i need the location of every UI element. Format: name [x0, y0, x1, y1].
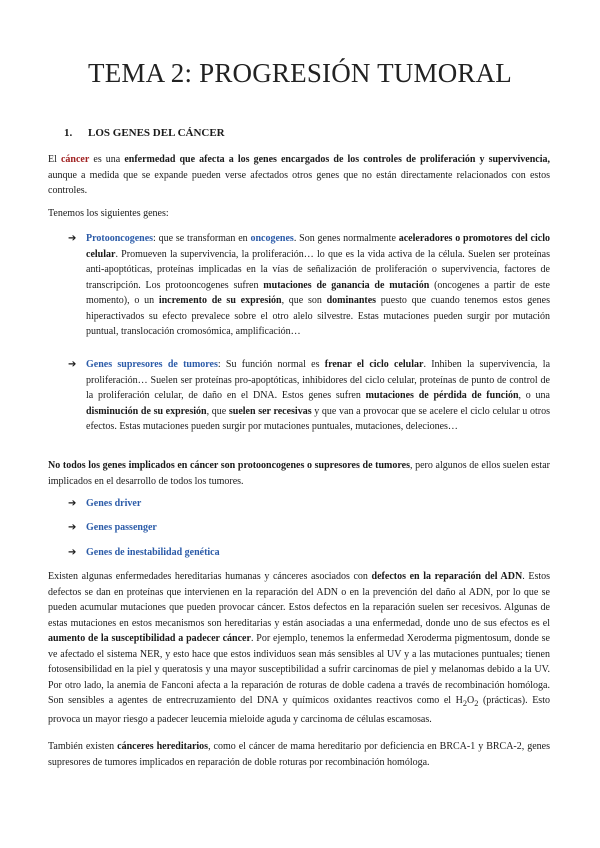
bold-run: incremento de su expresión [158, 295, 282, 306]
term-cancer: cáncer [60, 154, 90, 165]
gene-type-passenger [68, 520, 550, 536]
text-run: O [466, 695, 475, 706]
list-item-protooncogenes [68, 231, 550, 340]
text-run: puesto que cuando tenemos estos genes hiperactivados su efecto prevalece sobre el otro alelo silvestre. Estas mutaciones pueden surgir por mutación puntual, translocación cromosómica, amplificación… [86, 295, 550, 337]
text-run: , pero algunos de ellos suelen estar implicados en el desarrollo de todos los tumores. [48, 460, 550, 487]
subscript: 2 [462, 699, 467, 708]
term-protooncogenes: Protooncogenes [86, 233, 154, 244]
text-run: , o una [518, 390, 550, 401]
arrow-bullet-icon: ➔ [68, 547, 77, 558]
text-run: es una [89, 154, 125, 165]
text-run: (prácticas). Esto provoca un mayor riesgo a padecer leucemia mieloide aguda y carcinoma de células escamosas. [48, 695, 550, 725]
hereditary-cancers-paragraph [48, 739, 550, 770]
arrow-bullet-icon: ➔ [68, 233, 77, 244]
gene-type-label: Genes passenger [86, 522, 157, 533]
subscript: 2 [474, 699, 479, 708]
arrow-bullet-icon: ➔ [68, 498, 77, 509]
text-run: : que se transforman en [153, 233, 251, 244]
text-run: . Por ejemplo, tenemos la enfermedad Xeroderma pigmentosum, donde se ve afectado el sistema NER, y esto hace que estos individuos sean más sensibles al UV y a las mutaciones puntuales; tienen fotosensibilidad en la piel y queratosis y una mayor susceptibilidad a sufrir carcinomas de piel y melanomas debido a la UV. Por otro lado, la anemia de Fanconi afecta a la reparación de roturas de doble cadena a través de recombinación homóloga. Son sensibles a agentes de entrecruzamiento del DNA y químicos oxidantes reactivos como el H [48, 633, 550, 706]
arrow-bullet-icon: ➔ [68, 359, 77, 370]
text-run: También existen [48, 741, 118, 752]
term-tumor-suppressors: Genes supresores de tumores [86, 359, 218, 370]
section-heading [64, 127, 225, 139]
text-run: El [48, 154, 61, 165]
text-run: aunque a medida que se expande pueden verse afectados otros genes que no están directamente relacionados con estos controles. [48, 169, 550, 196]
dna-repair-paragraph [48, 569, 550, 727]
gene-type-label: Genes driver [86, 498, 142, 509]
bold-run: No todos los genes implicados en cáncer son protooncogenes o supresores de tumores [48, 460, 410, 471]
list-intro-paragraph: Tenemos los siguientes genes: [48, 208, 169, 219]
text-run: , que son [281, 295, 327, 306]
term-oncogenes: oncogenes [250, 233, 294, 244]
bold-run: aceleradores o promotores del ciclo celular [86, 233, 550, 260]
bold-run: dominantes [326, 295, 377, 306]
list-item-text [86, 357, 550, 435]
list-item-tumor-suppressors [68, 357, 550, 435]
text-run: . Estos defectos se dan en proteínas que intervienen en la reparación del ADN o en la prevención del daño al ADN, por lo que se pueden acumular mutaciones que pueden provocar cáncer. Estos defectos en la reparación suelen ser recesivos. Algunas de estas mutaciones en estos mecanismos son hereditarias y están asociadas a una enfermedad, donde uno de sus efectos es el [48, 571, 551, 629]
gene-type-driver [68, 496, 550, 512]
text-run: Existen algunas enfermedades hereditarias humanas y cánceres asociados con [48, 571, 372, 582]
text-run: y que van a provocar que se acelere el ciclo celular u otros efectos. Estas mutaciones pueden surgir por mutaciones puntuales, mutaciones, deleciones… [86, 405, 550, 432]
bold-run: defectos en la reparación del ADN [371, 571, 523, 582]
text-run: . Promueven la supervivencia, la proliferación… lo que es la vida activa de la célula. Suelen ser proteínas anti-apoptóticas, proteínas implicadas en la vías de señalización de proliferación o supervivencia, factores de transcripción. Los protooncogenes sufren [86, 248, 550, 291]
not-all-genes-paragraph [48, 458, 550, 489]
text-run: . Inhiben la supervivencia, la proliferación… Suelen ser proteínas pro-apoptóticas, inhibidores del ciclo celular, proteínas de punto de control de la proliferación celular, de daño en el DNA. Estos genes sufren [86, 359, 551, 401]
text-run: . Son genes normalmente [293, 233, 399, 244]
text-run: : Su función normal es [217, 359, 325, 370]
bold-run: mutaciones de pérdida de función [365, 390, 519, 401]
intro-paragraph [48, 152, 550, 199]
gene-type-label: Genes de inestabilidad genética [86, 547, 220, 558]
list-item-text [86, 231, 550, 340]
bold-run: aumento de la susceptibilidad a padecer cáncer [48, 633, 251, 644]
section-heading-text: LOS GENES DEL CÁNCER [88, 127, 225, 139]
text-run: , como el cáncer de mama hereditario por deficiencia en BRCA-1 y BRCA-2, genes supresores de tumores implicados en reparación de doble roturas por recombinación homóloga. [48, 741, 551, 768]
bold-run: mutaciones de ganancia de mutación [263, 279, 430, 291]
bold-run: enfermedad que afecta a los genes encargados de los controles de proliferación y supervivencia, [124, 154, 550, 165]
bold-run: cánceres hereditarios [117, 741, 209, 752]
page-title: TEMA 2: PROGRESIÓN TUMORAL [88, 58, 512, 88]
text-run: , que [206, 405, 229, 417]
bold-run: disminución de su expresión [86, 405, 207, 417]
bold-run: frenar el ciclo celular [324, 359, 424, 370]
gene-type-instability [68, 545, 550, 561]
bold-run: suelen ser recesivas [228, 405, 312, 417]
arrow-bullet-icon: ➔ [68, 522, 77, 533]
text-run: (oncogenes a partir de este momento), o un [86, 279, 550, 306]
section-number: 1. [64, 127, 73, 139]
